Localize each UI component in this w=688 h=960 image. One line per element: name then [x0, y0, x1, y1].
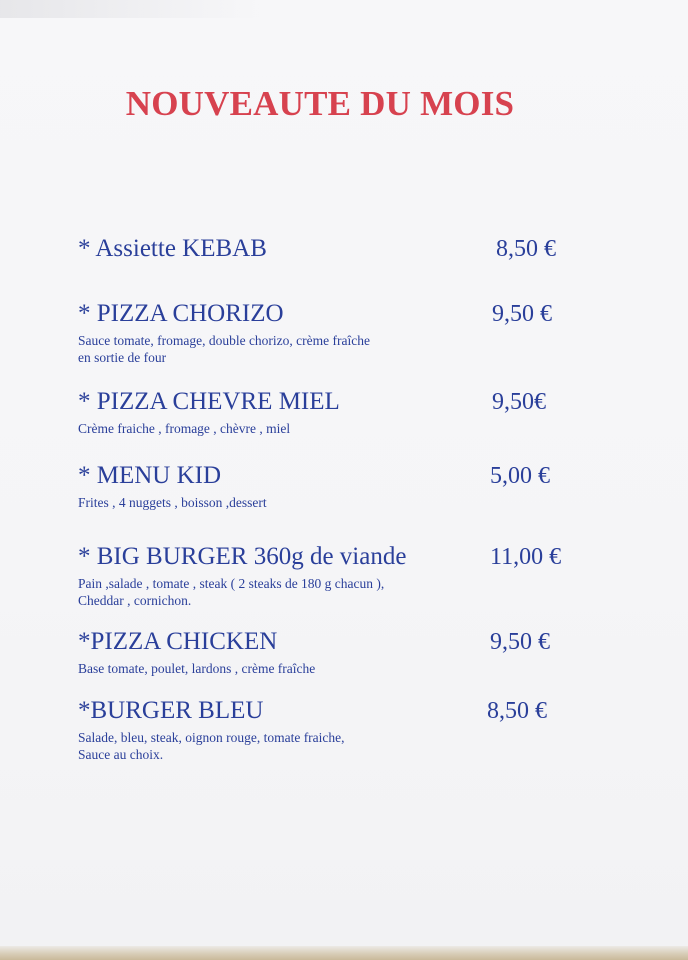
menu-item-menu-kid [78, 461, 598, 511]
item-price: 5,00 € [490, 463, 550, 489]
item-description: Sauce tomate, fromage, double chorizo, crème fraîche en sortie de four [78, 333, 370, 365]
item-name: * PIZZA CHEVRE MIEL [78, 388, 340, 415]
menu-item-big-burger [78, 542, 598, 609]
item-price: 9,50 € [492, 301, 552, 327]
item-name: * MENU KID [78, 462, 222, 489]
item-price: 11,00 € [490, 544, 562, 570]
table-edge [0, 946, 688, 960]
menu-item-burger-bleu [78, 696, 598, 763]
item-price: 8,50 € [487, 698, 547, 724]
menu-item-pizza-chevre-miel [78, 387, 598, 437]
item-description: Base tomate, poulet, lardons , crème fraîche [78, 661, 316, 676]
item-name: * BIG BURGER 360g de viande [78, 543, 407, 570]
item-name: * PIZZA CHORIZO [78, 300, 284, 327]
item-name: * Assiette KEBAB [78, 235, 267, 262]
menu-item-pizza-chicken [78, 627, 598, 677]
item-price: 9,50€ [492, 389, 546, 415]
item-name: *BURGER BLEU [78, 697, 264, 724]
menu-item-assiette-kebab [78, 234, 598, 267]
item-price: 9,50 € [490, 629, 550, 655]
scan-smudge [0, 0, 260, 18]
item-name: *PIZZA CHICKEN [78, 628, 278, 655]
item-description: Frites , 4 nuggets , boisson ,dessert [78, 495, 267, 510]
menu-title: NOUVEAUTE DU MOIS [125, 84, 515, 123]
item-description: Crème fraiche , fromage , chèvre , miel [78, 421, 291, 436]
item-price: 8,50 € [496, 236, 556, 262]
item-description: Pain ,salade , tomate , steak ( 2 steaks de 180 g chacun ), Cheddar , cornichon. [78, 576, 385, 608]
item-description: Salade, bleu, steak, oignon rouge, tomate fraiche, Sauce au choix. [78, 730, 345, 762]
menu-item-pizza-chorizo [78, 299, 598, 366]
